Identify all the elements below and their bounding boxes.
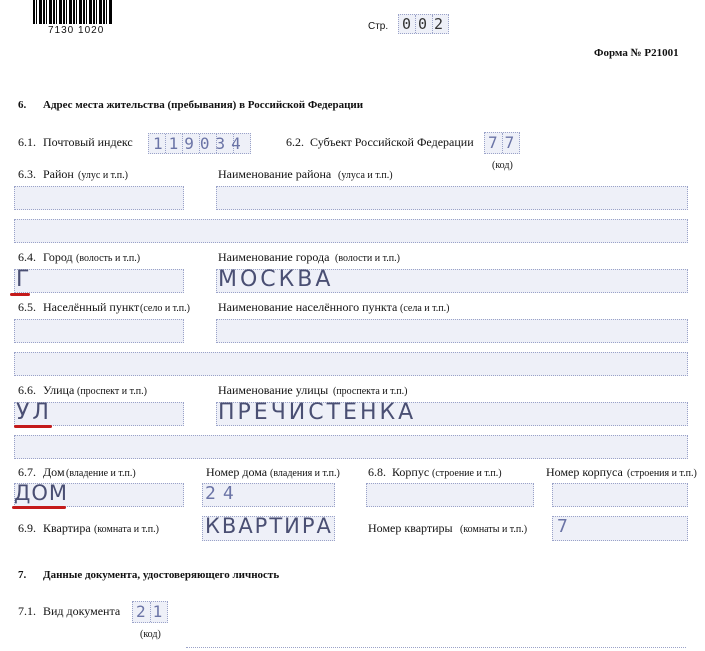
city-type-underline bbox=[10, 293, 30, 296]
subject-num: 6.2. bbox=[286, 135, 304, 149]
subject-label: Субъект Российской Федерации bbox=[310, 135, 474, 149]
barcode bbox=[33, 0, 113, 24]
postal-num: 6.1. bbox=[18, 135, 36, 149]
city-type-field[interactable] bbox=[14, 269, 184, 293]
apartment-hint: (комната и т.п.) bbox=[94, 524, 159, 535]
city-hint: (волость и т.п.) bbox=[76, 253, 141, 264]
house-type-underline bbox=[12, 506, 66, 509]
doc-type-code-note: (код) bbox=[140, 629, 161, 640]
street-label: Улица bbox=[43, 383, 75, 397]
subject-code-note: (код) bbox=[492, 160, 513, 171]
settlement-name-label: Наименование населённого пункта bbox=[218, 300, 398, 314]
postal-label: Почтовый индекс bbox=[43, 135, 133, 149]
district-num: 6.3. bbox=[18, 167, 36, 181]
district-name-hint: (улуса и т.п.) bbox=[338, 170, 393, 181]
district-name-label: Наименование района bbox=[218, 167, 332, 181]
house-label: Дом bbox=[43, 465, 65, 479]
page-number-value: 002 bbox=[402, 15, 451, 33]
apartment-type-value: КВАРТИРА bbox=[205, 514, 333, 538]
district-name-field-1[interactable] bbox=[216, 186, 688, 210]
city-name-label: Наименование города bbox=[218, 250, 330, 264]
settlement-name-field-2[interactable] bbox=[14, 352, 688, 376]
doc-type-code-value: 21 bbox=[136, 602, 170, 621]
next-row-edge bbox=[186, 647, 686, 648]
building-number-hint: (строения и т.п.) bbox=[627, 468, 697, 479]
building-type-field[interactable] bbox=[366, 483, 534, 507]
city-name-hint: (волости и т.п.) bbox=[335, 253, 400, 264]
settlement-hint: (село и т.п.) bbox=[140, 303, 190, 314]
apartment-number-label: Номер квартиры bbox=[368, 521, 453, 535]
house-hint: (владение и т.п.) bbox=[66, 468, 136, 479]
settlement-num: 6.5. bbox=[18, 300, 36, 314]
apartment-number-hint: (комнаты и т.п.) bbox=[460, 524, 528, 535]
street-name-label: Наименование улицы bbox=[218, 383, 329, 397]
building-hint: (строение и т.п.) bbox=[432, 468, 502, 479]
house-number-value: 24 bbox=[205, 483, 241, 504]
form-title: Форма № Р21001 bbox=[594, 47, 679, 59]
settlement-type-field[interactable] bbox=[14, 319, 184, 343]
house-type-value: ДОМ bbox=[14, 481, 69, 505]
district-type-field[interactable] bbox=[14, 186, 184, 210]
street-name-value: ПРЕЧИСТЕНКА bbox=[218, 400, 417, 425]
section-7-title: Данные документа, удостоверяющего личность bbox=[43, 569, 280, 581]
building-number-label: Номер корпуса bbox=[546, 465, 623, 479]
city-num: 6.4. bbox=[18, 250, 36, 264]
city-name-value: МОСКВА bbox=[218, 267, 334, 292]
apartment-number-value: 7 bbox=[557, 516, 573, 537]
settlement-name-hint: (села и т.п.) bbox=[400, 303, 450, 314]
building-num: 6.8. bbox=[368, 465, 386, 479]
city-label: Город bbox=[43, 250, 73, 264]
district-name-field-2[interactable] bbox=[14, 219, 688, 243]
doc-type-num: 7.1. bbox=[18, 604, 36, 618]
street-name-field-2[interactable] bbox=[14, 435, 688, 459]
house-number-label: Номер дома bbox=[206, 465, 268, 479]
building-label: Корпус bbox=[392, 465, 430, 479]
district-label: Район bbox=[43, 167, 74, 181]
subject-code-value: 77 bbox=[488, 133, 522, 152]
street-type-value: УЛ bbox=[16, 400, 52, 425]
apartment-label: Квартира bbox=[43, 521, 91, 535]
street-num: 6.6. bbox=[18, 383, 36, 397]
house-number-hint: (владения и т.п.) bbox=[270, 468, 340, 479]
building-number-field[interactable] bbox=[552, 483, 688, 507]
street-type-underline bbox=[14, 425, 52, 428]
apartment-num: 6.9. bbox=[18, 521, 36, 535]
section-6-title: Адрес места жительства (пребывания) в Российской Федерации bbox=[43, 99, 364, 111]
city-type-value: Г bbox=[16, 267, 33, 292]
street-hint: (проспект и т.п.) bbox=[77, 386, 147, 397]
settlement-label: Населённый пункт bbox=[43, 300, 140, 314]
settlement-name-field-1[interactable] bbox=[216, 319, 688, 343]
postal-index-value: 119034 bbox=[153, 134, 247, 153]
street-name-hint: (проспекта и т.п.) bbox=[333, 386, 408, 397]
doc-type-label: Вид документа bbox=[43, 604, 121, 618]
section-6-number: 6. bbox=[18, 99, 27, 111]
page-label: Стр. bbox=[368, 21, 389, 32]
section-7-number: 7. bbox=[18, 569, 27, 581]
house-num: 6.7. bbox=[18, 465, 36, 479]
barcode-number: 7130 1020 bbox=[48, 25, 105, 36]
district-hint: (улус и т.п.) bbox=[78, 170, 128, 181]
